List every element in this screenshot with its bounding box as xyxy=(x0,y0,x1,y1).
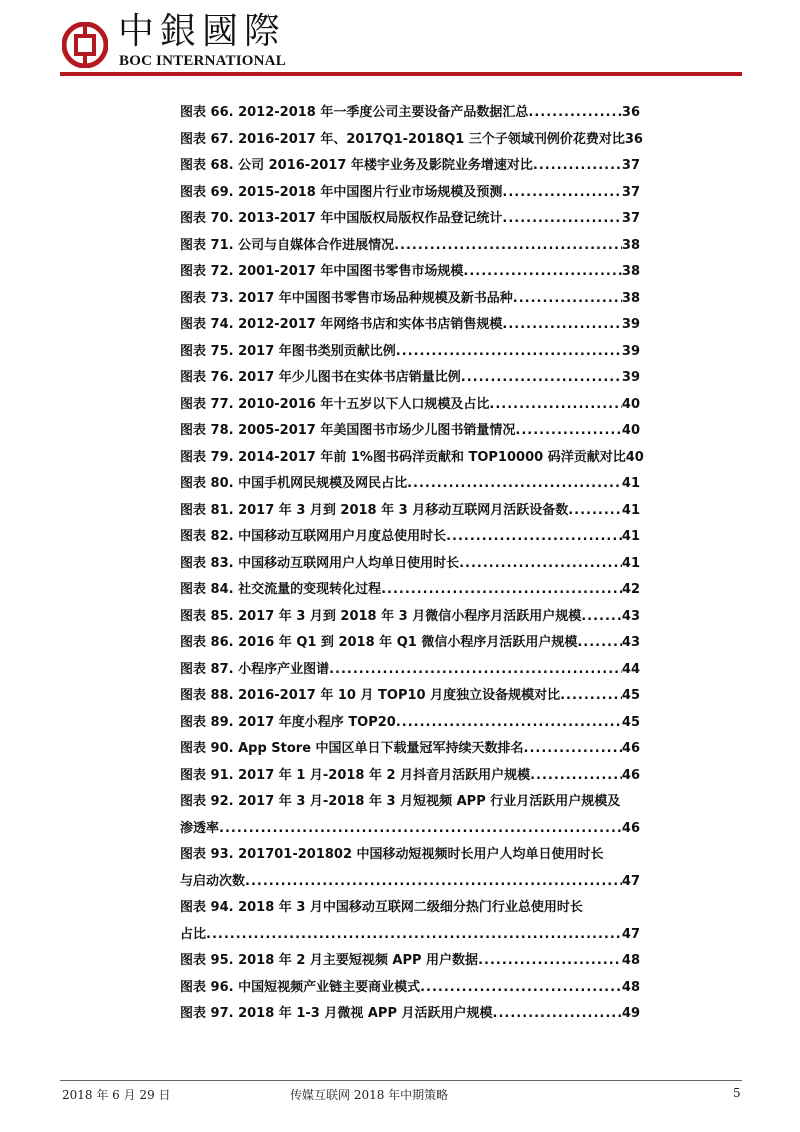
toc-entry-label: 图表 75. 2017 年图书类别贡献比例 xyxy=(180,343,396,359)
toc-page-number: 38 xyxy=(621,237,640,253)
toc-leader-dots xyxy=(577,630,622,657)
toc-leader-dots xyxy=(530,763,622,790)
toc-entry-label: 图表 73. 2017 年中国图书零售市场品种规模及新书品种 xyxy=(180,290,513,306)
toc-page-number: 38 xyxy=(621,290,640,306)
toc-entry-label: 与启动次数 xyxy=(180,873,246,889)
toc-entry[interactable] xyxy=(180,445,644,472)
toc-page-number: 40 xyxy=(625,449,644,465)
toc-page-number: 37 xyxy=(621,211,640,226)
toc-entry[interactable] xyxy=(180,948,640,975)
logo-english-name: BOC INTERNATIONAL xyxy=(119,53,286,69)
toc-page-number: 41 xyxy=(621,502,640,518)
toc-leader-dots xyxy=(394,233,622,260)
toc-leader-dots xyxy=(493,1001,622,1028)
toc-entry[interactable] xyxy=(180,604,640,631)
toc-entry[interactable] xyxy=(180,286,640,313)
toc-entry[interactable] xyxy=(180,683,640,710)
toc-entry[interactable] xyxy=(180,418,640,445)
toc-entry-label: 图表 79. 2014-2017 年前 1%图书码洋贡献和 TOP10000 码洋贡献对比 xyxy=(180,449,626,465)
toc-leader-dots xyxy=(446,524,622,551)
toc-page-number: 39 xyxy=(621,370,640,385)
toc-page-number: 45 xyxy=(621,714,640,730)
toc-leader-dots xyxy=(396,339,622,366)
toc-page-number: 36 xyxy=(621,105,640,120)
toc-page-number: 40 xyxy=(621,396,640,412)
toc-page-number: 41 xyxy=(621,529,640,544)
toc-entry-label: 图表 80. 中国手机网民规模及网民占比 xyxy=(180,476,408,491)
toc-page-number: 48 xyxy=(621,979,640,995)
toc-entry-label: 图表 77. 2010-2016 年十五岁以下人口规模及占比 xyxy=(180,396,490,412)
toc-entry-label: 渗透率 xyxy=(180,820,220,836)
toc-page-number: 46 xyxy=(621,741,640,756)
toc-entry-label: 图表 68. 公司 2016-2017 年楼宇业务及影院业务增速对比 xyxy=(180,158,533,173)
toc-page-number: 47 xyxy=(621,873,640,889)
toc-entry[interactable] xyxy=(180,789,640,842)
toc-entry[interactable] xyxy=(180,763,640,790)
footer-report-title: 传媒互联网 2018 年中期策略 xyxy=(290,1088,449,1102)
toc-entry-label: 图表 72. 2001-2017 年中国图书零售市场规模 xyxy=(180,264,464,279)
toc-page-number: 45 xyxy=(621,688,640,703)
toc-entry[interactable] xyxy=(180,259,640,286)
toc-leader-dots xyxy=(568,498,622,525)
toc-leader-dots xyxy=(459,551,622,578)
toc-leader-dots xyxy=(219,816,622,843)
header-divider xyxy=(60,72,742,76)
toc-entry-label: 图表 91. 2017 年 1 月-2018 年 2 月抖音月活跃用户规模 xyxy=(180,767,531,783)
boc-logo-icon xyxy=(62,22,108,68)
toc-leader-dots xyxy=(245,869,622,896)
toc-page-number: 48 xyxy=(621,953,640,968)
toc-page-number: 46 xyxy=(621,767,640,783)
toc-page-number: 38 xyxy=(621,264,640,279)
toc-entry[interactable] xyxy=(180,180,640,207)
toc-page-number: 36 xyxy=(624,131,643,147)
toc-entry[interactable] xyxy=(180,233,640,260)
toc-page-number: 41 xyxy=(621,555,640,571)
toc-page-number: 41 xyxy=(621,476,640,491)
toc-entry[interactable] xyxy=(180,339,640,366)
toc-entry-label: 图表 97. 2018 年 1-3 月微视 APP 月活跃用户规模 xyxy=(180,1006,493,1021)
toc-entry[interactable] xyxy=(180,365,640,392)
toc-entry-label: 图表 89. 2017 年度小程序 TOP20 xyxy=(180,714,396,730)
toc-page-number: 43 xyxy=(621,608,640,624)
toc-leader-dots xyxy=(502,312,622,339)
toc-entry-label: 占比 xyxy=(180,926,207,942)
toc-entry-label: 图表 81. 2017 年 3 月到 2018 年 3 月移动互联网月活跃设备数 xyxy=(180,502,569,518)
toc-entry[interactable] xyxy=(180,471,640,498)
toc-leader-dots xyxy=(502,206,622,233)
toc-leader-dots xyxy=(581,604,622,631)
toc-entry-label: 图表 95. 2018 年 2 月主要短视频 APP 用户数据 xyxy=(180,953,479,968)
toc-entry-label: 图表 76. 2017 年少儿图书在实体书店销量比例 xyxy=(180,370,461,385)
toc-entry-label: 图表 96. 中国短视频产业链主要商业模式 xyxy=(180,979,421,995)
toc-entry[interactable] xyxy=(180,127,643,154)
toc-page-number: 39 xyxy=(621,343,640,359)
toc-entry[interactable] xyxy=(180,710,640,737)
toc-leader-dots xyxy=(560,683,622,710)
toc-entry-label: 图表 69. 2015-2018 年中国图片行业市场规模及预测 xyxy=(180,184,503,200)
toc-entry-label: 图表 84. 社交流量的变现转化过程 xyxy=(180,582,382,597)
footer-page-number: 5 xyxy=(733,1086,741,1100)
toc-page-number: 46 xyxy=(621,820,640,836)
toc-entry[interactable] xyxy=(180,895,640,948)
toc-entry-label: 图表 92. 2017 年 3 月-2018 年 3 月短视频 APP 行业月活跃用户规模及 xyxy=(180,794,621,809)
toc-page-number: 44 xyxy=(621,661,640,677)
toc-leader-dots xyxy=(381,577,622,604)
toc-entry-label: 图表 83. 中国移动互联网用户人均单日使用时长 xyxy=(180,555,460,571)
toc-entry[interactable] xyxy=(180,153,640,180)
toc-entry[interactable] xyxy=(180,312,640,339)
toc-entry-label: 图表 74. 2012-2017 年网络书店和实体书店销售规模 xyxy=(180,317,503,332)
toc-leader-dots xyxy=(528,100,622,127)
toc-leader-dots xyxy=(407,471,622,498)
toc-page-number: 47 xyxy=(621,926,640,942)
toc-entry[interactable] xyxy=(180,1001,640,1028)
toc-entry[interactable] xyxy=(180,551,640,578)
toc-entry-label: 图表 78. 2005-2017 年美国图书市场少儿图书销量情况 xyxy=(180,423,516,438)
toc-leader-dots xyxy=(206,922,622,949)
toc-page-number: 39 xyxy=(621,317,640,332)
toc-leader-dots xyxy=(502,180,622,207)
toc-page-number: 49 xyxy=(621,1006,640,1021)
footer-date: 2018 年 6 月 29 日 xyxy=(62,1088,171,1102)
toc-page-number: 43 xyxy=(621,635,640,650)
toc-entry[interactable] xyxy=(180,577,640,604)
toc-entry[interactable] xyxy=(180,498,640,525)
toc-entry[interactable] xyxy=(180,392,640,419)
toc-leader-dots xyxy=(489,392,622,419)
toc-entry-label: 图表 85. 2017 年 3 月到 2018 年 3 月微信小程序月活跃用户规模 xyxy=(180,608,582,624)
toc-entry[interactable] xyxy=(180,657,640,684)
toc-leader-dots xyxy=(515,418,622,445)
toc-entry-label: 图表 93. 201701-201802 中国移动短视频时长用户人均单日使用时长 xyxy=(180,847,604,862)
toc-entry[interactable] xyxy=(180,100,640,127)
toc-page-number: 37 xyxy=(621,158,640,173)
toc-entry-label: 图表 94. 2018 年 3 月中国移动互联网二级细分热门行业总使用时长 xyxy=(180,900,583,915)
toc-entry[interactable] xyxy=(180,206,640,233)
toc-entry[interactable] xyxy=(180,842,640,895)
footer-divider xyxy=(60,1080,742,1081)
toc-leader-dots xyxy=(533,153,622,180)
toc-page-number: 40 xyxy=(621,423,640,438)
toc-leader-dots xyxy=(461,365,622,392)
toc-entry-label: 图表 70. 2013-2017 年中国版权局版权作品登记统计 xyxy=(180,211,503,226)
toc-leader-dots xyxy=(463,259,622,286)
toc-leader-dots xyxy=(524,736,622,763)
toc-leader-dots xyxy=(478,948,622,975)
table-of-figures xyxy=(180,100,644,1028)
toc-entry[interactable] xyxy=(180,975,640,1002)
toc-entry-label: 图表 71. 公司与自媒体合作进展情况 xyxy=(180,237,395,253)
toc-entry-label: 图表 90. App Store 中国区单日下载量冠军持续天数排名 xyxy=(180,741,524,756)
toc-leader-dots xyxy=(513,286,622,313)
toc-entry-label: 图表 82. 中国移动互联网用户月度总使用时长 xyxy=(180,529,447,544)
toc-entry[interactable] xyxy=(180,736,640,763)
toc-entry-label: 图表 86. 2016 年 Q1 到 2018 年 Q1 微信小程序月活跃用户规模 xyxy=(180,635,578,650)
toc-entry-label: 图表 88. 2016-2017 年 10 月 TOP10 月度独立设备规模对比 xyxy=(180,688,561,703)
toc-entry[interactable] xyxy=(180,630,640,657)
toc-entry-label: 图表 87. 小程序产业图谱 xyxy=(180,661,330,677)
toc-leader-dots xyxy=(420,975,622,1002)
toc-leader-dots xyxy=(396,710,622,737)
logo-chinese-name: 中銀國際 xyxy=(118,11,287,52)
toc-entry-label: 图表 66. 2012-2018 年一季度公司主要设备产品数据汇总 xyxy=(180,105,529,120)
toc-entry-label: 图表 67. 2016-2017 年、2017Q1-2018Q1 三个子领域刊例价花费对比 xyxy=(180,131,625,147)
toc-page-number: 37 xyxy=(621,184,640,200)
toc-page-number: 42 xyxy=(621,582,640,597)
page-header xyxy=(0,0,800,90)
toc-leader-dots xyxy=(329,657,622,684)
toc-entry[interactable] xyxy=(180,524,640,551)
